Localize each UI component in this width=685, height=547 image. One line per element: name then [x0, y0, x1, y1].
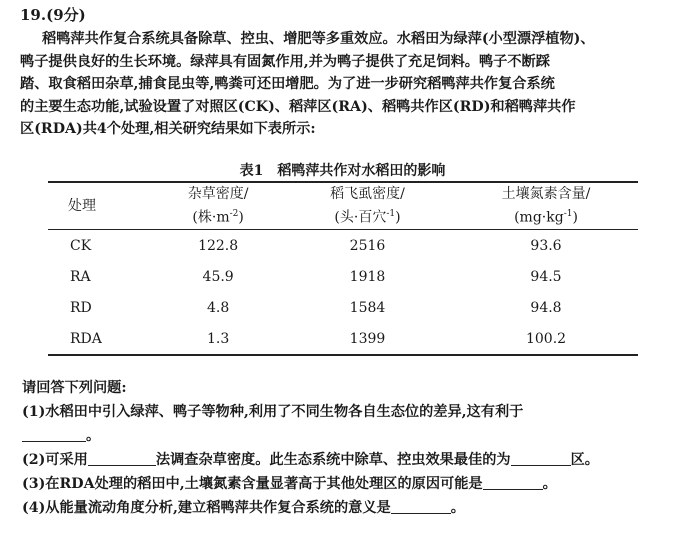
- answer-blank[interactable]: [391, 497, 451, 514]
- header-weed-sup: -2: [229, 209, 239, 220]
- answer-blank[interactable]: [511, 449, 571, 466]
- cell-nitrogen: 94.8: [530, 299, 562, 316]
- header-nitrogen-sup: -1: [563, 209, 573, 220]
- q3-part-a: (3)在RDA处理的稻田中,土壤氮素含量显著高于其他处理区的原因可能是: [22, 476, 483, 492]
- table-row: [48, 292, 638, 323]
- question-number: 19.(9分): [20, 6, 86, 24]
- header-nitrogen-line2: (mg·kg: [514, 209, 564, 226]
- sub-question-2: [22, 448, 672, 472]
- q1-text: (1)水稻田中引入绿萍、鸭子等物种,利用了不同生物各自生态位的差异,这有利于: [22, 404, 524, 420]
- results-table: [48, 181, 638, 356]
- cell-treatment: CK: [70, 237, 92, 254]
- header-planthopper-sup: -1: [386, 209, 396, 220]
- q2-part-a: (2)可采用: [22, 452, 88, 468]
- q2-part-b: 法调查杂草密度。此生态系统中除草、控虫效果最佳的为: [155, 452, 511, 468]
- header-planthopper-line2: (头·百穴: [334, 209, 387, 226]
- header-planthopper-close: ): [395, 209, 401, 226]
- answer-blank[interactable]: [22, 425, 86, 442]
- table-row: [48, 230, 638, 262]
- cell-planthopper: 1584: [349, 299, 386, 316]
- header-weed-line2: (株·m: [192, 209, 230, 226]
- table-header-row: [48, 182, 638, 230]
- q3-end: 。: [542, 476, 557, 492]
- header-planthopper-line1: 稻飞虱密度/: [330, 186, 405, 203]
- header-planthopper-density: [281, 182, 454, 230]
- sub-questions: [22, 376, 672, 520]
- sub-question-4: [22, 496, 672, 520]
- cell-treatment: RDA: [48, 323, 155, 355]
- header-nitrogen-close: ): [572, 209, 578, 226]
- answer-blank[interactable]: [483, 473, 543, 490]
- stem-line: 稻鸭萍共作复合系统具备除草、控虫、增肥等多重效应。水稻田为绿萍(小型漂浮植物)、: [42, 31, 595, 47]
- table-row: [48, 261, 638, 292]
- stem-line: 踏、取食稻田杂草,捕食昆虫等,鸭粪可还田增肥。为了进一步研究稻鸭萍共作复合系统: [20, 76, 555, 93]
- stem-line: 区(RDA)共4个处理,相关研究结果如下表所示:: [20, 121, 316, 138]
- cell-planthopper: 1399: [281, 323, 454, 355]
- cell-weed: 4.8: [207, 299, 230, 316]
- header-nitrogen-line1: 土壤氮素含量/: [501, 186, 591, 203]
- table-row: [48, 323, 638, 355]
- cell-treatment: RD: [70, 299, 92, 316]
- q4-part-a: (4)从能量流动角度分析,建立稻鸭萍共作复合系统的意义是: [22, 500, 391, 516]
- header-weed-line1: 杂草密度/: [187, 186, 249, 203]
- q2-part-c: 区。: [570, 452, 599, 468]
- cell-weed: 45.9: [202, 268, 234, 285]
- question-stem: [20, 28, 666, 141]
- header-weed-close: ): [238, 209, 244, 226]
- cell-weed: 122.8: [198, 237, 239, 254]
- sub-question-1-answer: [22, 424, 672, 448]
- cell-nitrogen: 94.5: [530, 268, 562, 285]
- cell-treatment: RA: [70, 268, 91, 285]
- cell-nitrogen: 93.6: [530, 237, 562, 254]
- q4-end: 。: [450, 500, 465, 516]
- header-treatment: 处理: [48, 182, 155, 230]
- header-weed-density: [155, 182, 281, 230]
- q1-end: 。: [86, 428, 101, 444]
- stem-line: 的主要生态功能,试验设置了对照区(CK)、稻萍区(RA)、稻鸭共作区(RD)和稻鸭萍共作: [20, 98, 576, 115]
- header-soil-nitrogen: [454, 182, 638, 230]
- sub-question-3: [22, 472, 672, 496]
- table-caption: 表1 稻鸭萍共作对水稻田的影响: [239, 163, 446, 179]
- sub-question-1: [22, 400, 672, 424]
- cell-planthopper: 2516: [349, 237, 386, 254]
- cell-planthopper: 1918: [349, 268, 386, 285]
- questions-intro: 请回答下列问题:: [22, 380, 127, 396]
- cell-weed: 1.3: [155, 323, 281, 355]
- cell-nitrogen: 100.2: [454, 323, 638, 355]
- stem-line: 鸭子提供良好的生长环境。绿萍具有固氮作用,并为鸭子提供了充足饲料。鸭子不断踩: [20, 53, 550, 70]
- answer-blank[interactable]: [88, 449, 156, 466]
